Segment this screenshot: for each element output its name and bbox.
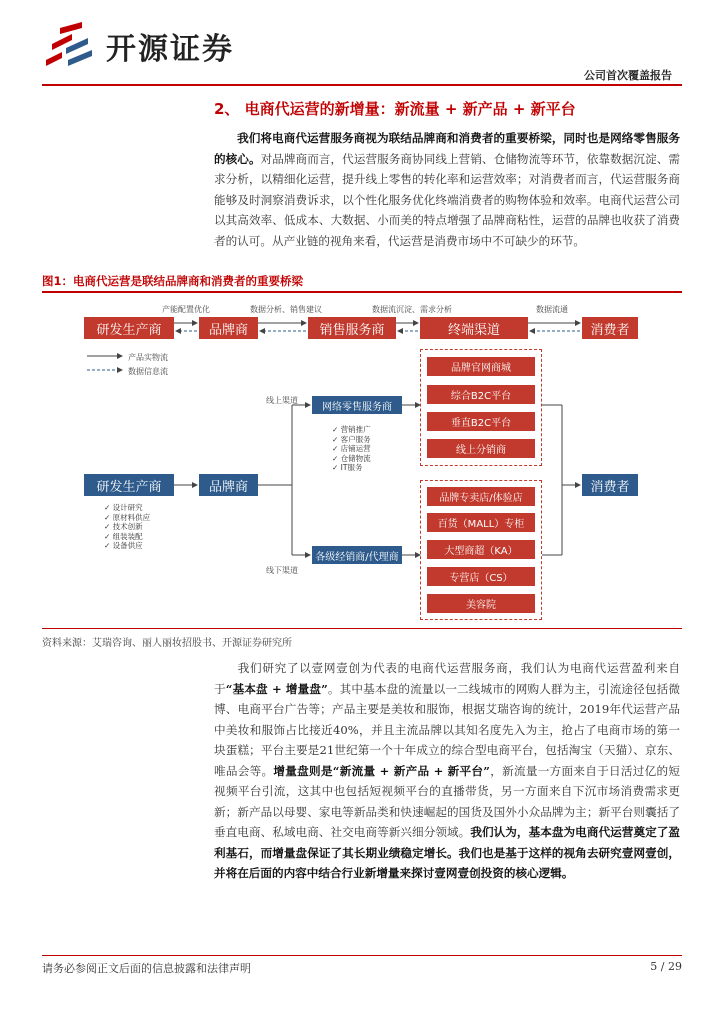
flow-box-consumer: 消费者 [582,474,638,496]
top-label-data-sediment: 数据流沉淀、需求分析 [372,305,452,314]
chain-box-brand: 品牌商 [199,317,258,339]
paragraph-2-bold-1: “基本盘 + 增量盘” [225,681,328,696]
figure-title: 图1：电商代运营是联结品牌商和消费者的重要桥梁 [42,274,303,288]
header-divider [42,84,682,86]
online-channel-label: 线上渠道 [266,396,298,405]
value-chain-diagram [42,293,682,626]
flow-box-manufacturer: 研发生产商 [84,474,174,496]
offline-channel-ka: 大型商超（KA） [427,540,535,559]
online-service-checklist: ✓ 营销推广 ✓ 客户服务 ✓ 店铺运营 ✓ 仓储物流 ✓ IT服务 [332,425,371,472]
offline-channel-cs: 专营店（CS） [427,567,535,586]
online-channel-brand-site: 品牌官网商城 [427,357,535,376]
page-number: 5 / 29 [650,960,682,973]
online-channel-b2c: 综合B2C平台 [427,385,535,404]
report-type: 公司首次覆盖报告 [584,69,672,82]
chain-box-terminal-channel: 终端渠道 [420,317,528,339]
paragraph-1-text: 对品牌商而言，代运营服务商协同线上营销、仓储物流等环节，依靠数据沉淀、需求分析，以精细化运营，提升线上零售的转化率和运营效率；对消费者而言，代运营服务商能够及时洞察消费诉求，以个性化服务优化终端消费者的购物体验和效率。电商代运营公司以其高效率、低成本、大数据、小而美的特点增强了品牌商粘性，运营的品牌也收获了消费者的认可。从产业链的视角来看，代运营是消费市场中不可缺少的环节。 [214,151,680,248]
brand-logo [42,22,234,70]
chain-box-sales-service: 销售服务商 [308,317,396,339]
brand-name: 开源证券 [106,32,234,67]
paragraph-2-bold-3: 我们认为，基本盘为电商代运营奠定了盈利基石，而增量盘保证了其长期业绩稳定增长。我们也是基于这样的视角去研究壹网壹创，并将在后面的内容中结合行业新增量来探讨壹网壹创投资的核心逻辑。 [214,825,680,880]
figure-bottom-divider [42,628,682,629]
offline-channel-label: 线下渠道 [266,566,298,575]
paragraph-2-text-1: 我们研究了以壹网壹创为代表的电商代运营服务商，我们认为电商代运营盈利来自于 [214,661,680,696]
online-channel-vertical-b2c: 垂直B2C平台 [427,412,535,431]
paragraph-2-bold-2: 增量盘则是“新流量 + 新产品 + 新平台” [273,763,490,778]
top-label-capacity: 产能配置优化 [162,305,210,314]
legend-data-flow: 数据信息流 [128,367,168,376]
top-label-data-analysis: 数据分析、销售建议 [250,305,322,314]
manufacturer-checklist: ✓ 设计研究 ✓ 原材料供应 ✓ 技术创新 ✓ 组装装配 ✓ 设备供应 [104,503,151,550]
online-channel-distributor: 线上分销商 [427,439,535,458]
offline-channel-beauty-salon: 美容院 [427,594,535,613]
footer-divider [42,955,682,956]
legend-product-flow: 产品实物流 [128,353,168,362]
paragraph-2-text-3: ，新流量一方面来自于日活过亿的短视频平台引流，这其中也包括短视频平台的直播带货，另一方面来自下沉市场消费需求更新；新产品以母婴、家电等新品类和快速崛起的国货及国外小众品牌为主；新平台则囊括了垂直电商、私域电商、社交电商等新兴细分领域。 [214,763,680,839]
logo-icon [42,22,98,70]
top-label-data-flow: 数据流通 [536,305,568,314]
section-title: 2、 电商代运营的新增量：新流量 + 新产品 + 新平台 [214,100,576,118]
offline-channel-store: 品牌专卖店/体验店 [427,487,535,506]
paragraph-2 [214,658,680,884]
chain-box-manufacturer: 研发生产商 [84,317,174,339]
figure-source: 资料来源：艾瑞咨询、丽人丽妆招股书、开源证券研究所 [42,638,292,649]
paragraph-1 [214,128,680,251]
online-service-box: 网络零售服务商 [312,396,402,414]
chain-box-consumer: 消费者 [582,317,638,339]
paragraph-1-bold: 我们将电商代运营服务商视为联结品牌商和消费者的重要桥梁，同时也是网络零售服务的核心。 [214,131,680,166]
offline-channel-mall: 百货（MALL）专柜 [427,513,535,532]
flow-box-brand: 品牌商 [199,474,258,496]
paragraph-2-text-2: 。其中基本盘的流量以一二线城市的网购人群为主，引流途径包括微博、电商平台广告等；产品主要是美妆和服饰，根据艾瑞咨询的统计，2019年代运营产品中美妆和服饰占比接近40%，并且主流品牌以其知名度先入为主，抢占了电商市场的第一块蛋糕；平台主要是21世纪第一个十年成立的综合型电商平台，包括淘宝（天猫）、京东、唯品会等。 [214,681,680,778]
footer-disclaimer: 请务必参阅正文后面的信息披露和法律声明 [42,962,251,975]
offline-service-box: 各级经销商/代理商 [312,546,402,564]
